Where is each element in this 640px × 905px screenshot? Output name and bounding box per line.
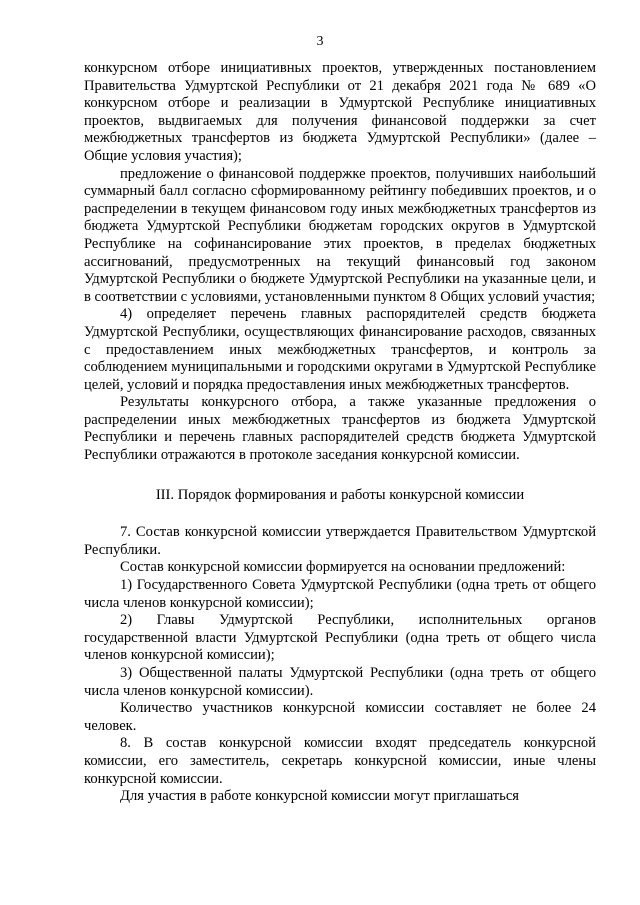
paragraph: 3) Общественной палаты Удмуртской Республики (одна треть от общего числа членов конкурсной комиссии). xyxy=(84,665,596,699)
paragraph: Результаты конкурсного отбора, а также указанные предложения о распределении иных межбюджетных трансфертов из бюджета Удмуртской Республики и перечень главных распорядителей средств бюджета Удмуртской Республики отражаются в протоколе заседания конкурсной комиссии. xyxy=(84,394,596,464)
paragraph: 1) Государственного Совета Удмуртской Республики (одна треть от общего числа членов конкурсной комиссии); xyxy=(84,577,596,611)
paragraph: 2) Главы Удмуртской Республики, исполнительных органов государственной власти Удмуртской Республики (одна треть от общего числа членов конкурсной комиссии); xyxy=(84,612,596,664)
paragraph: Для участия в работе конкурсной комиссии могут приглашаться xyxy=(120,788,520,805)
paragraph: 7. Состав конкурсной комиссии утверждается Правительством Удмуртской Республики. xyxy=(84,524,596,558)
paragraph: 8. В состав конкурсной комиссии входят председатель конкурсной комиссии, его заместитель, секретарь конкурсной комиссии, иные члены конкурсной комиссии. xyxy=(84,735,596,787)
paragraph: конкурсном отборе инициативных проектов, утвержденных постановлением Правительства Удмуртской Республики от 21 декабря 2021 года № 689 «О конкурсном отборе и реализации в Удмуртской Республике инициативных проектов, выдвигаемых для получения финансовой поддержки за счет межбюджетных трансфертов из бюджета Удмуртской Республики» (далее – Общие условия участия); xyxy=(84,60,596,164)
section-heading: III. Порядок формирования и работы конкурсной комиссии xyxy=(155,486,525,503)
document-body xyxy=(84,60,596,806)
paragraph: предложение о финансовой поддержке проектов, получивших наибольший суммарный балл согласно сформированному рейтингу победивших проектов, и о распределении в текущем финансовом году иных межбюджетных трансфертов из бюджета Удмуртской Республики бюджетам городских округов в Удмуртской Республике на софинансирование этих проектов, в пределах бюджетных ассигнований, предусмотренных на текущий финансовый год законом Удмуртской Республики о бюджете Удмуртской Республики на указанные цели, и в соответствии с условиями, установленными пунктом 8 Общих условий участия; xyxy=(84,165,596,305)
paragraph: 4) определяет перечень главных распорядителей средств бюджета Удмуртской Республики, осуществляющих финансирование расходов, связанных с предоставлением иных межбюджетных трансфертов, и контроль за соблюдением муниципальными и городскими округами в Удмуртской Республике целей, условий и порядка предоставления иных межбюджетных трансфертов. xyxy=(84,306,596,393)
paragraph: Состав конкурсной комиссии формируется на основании предложений: xyxy=(120,559,566,576)
page-number: 3 xyxy=(316,34,324,49)
paragraph: Количество участников конкурсной комиссии составляет не более 24 человек. xyxy=(84,700,596,734)
